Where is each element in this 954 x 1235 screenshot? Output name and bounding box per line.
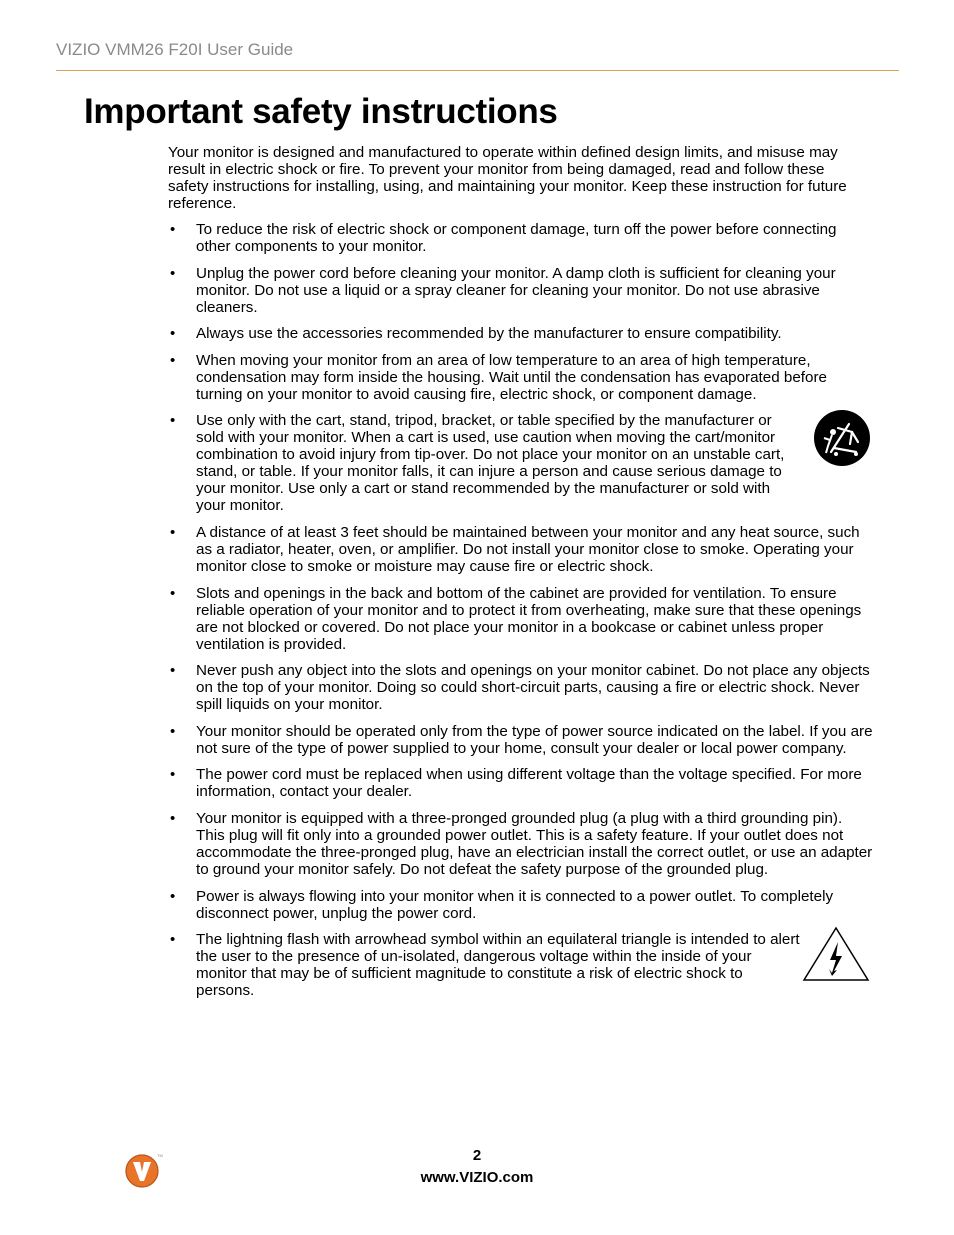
document-title: VIZIO VMM26 F20I User Guide <box>56 40 294 59</box>
bullet-icon: • <box>170 722 176 740</box>
safety-list <box>168 221 874 1009</box>
website-link[interactable]: www.VIZIO.com <box>420 1169 534 1186</box>
bullet-icon: • <box>170 351 176 369</box>
bullet-icon: • <box>170 325 176 343</box>
list-item: • Use only with the cart, stand, tripod, bracket, or table specified by the manufacturer or sold with your monitor. When a cart is used, use caution when moving the cart/monitor combination to avoid injury from tip-over. Do not place your monitor on an unstable cart, stand, or table. If your monitor falls, it can injure a person and cause serious damage to your monitor. Use only a cart or stand recommended by the manufacturer or sold with your monitor. <box>168 412 874 514</box>
bullet-icon: • <box>170 221 176 238</box>
bullet-icon: • <box>170 264 176 282</box>
list-item: • Power is always flowing into your monitor when it is connected to a power outlet. To completely disconnect power, unplug the power cord. <box>170 887 834 922</box>
bullet-icon: • <box>170 523 176 541</box>
list-item: • A distance of at least 3 feet should be maintained between your monitor and any heat source, such as a radiator, heater, oven, or amplifier. Do not install your monitor close to smoke. Operating your monitor close to smoke or moisture may cause fire or electric shock. <box>170 523 860 575</box>
list-item: • Your monitor should be operated only from the type of power source indicated on the label. If you are not sure of the type of power supplied to your home, consult your dealer or local power company. <box>170 722 873 757</box>
bullet-icon: • <box>170 584 176 602</box>
list-item: • When moving your monitor from an area of low temperature to an area of high temperature, condensation may form inside the housing. Wait until the condensation has evaporated before turning on your monitor to avoid causing fire, electric shock, or component damage. <box>170 351 827 403</box>
bullet-icon: • <box>170 931 176 949</box>
list-item: • Never push any object into the slots and openings on your monitor cabinet. Do not place any objects on the top of your monitor. Doing so could short-circuit parts, causing a fire or electric shock. Never spill liquids on your monitor. <box>170 662 870 714</box>
electric-shock-warning-icon <box>802 925 870 983</box>
list-item: • Always use the accessories recommended by the manufacturer to ensure compatibility. <box>170 325 782 343</box>
page-title: Important safety instructions <box>84 92 558 131</box>
list-item: • Unplug the power cord before cleaning your monitor. A damp cloth is sufficient for cleaning your monitor. Do not use a liquid or a spray cleaner for cleaning your monitor. Do not use abrasive cleaners. <box>170 264 836 316</box>
page-number: 2 <box>472 1147 482 1164</box>
intro-paragraph: Your monitor is designed and manufactured to operate within defined design limits, and misuse may result in electric shock or fire. To prevent your monitor from being damaged, read and follow these safety instructions for installing, using, and maintaining your monitor. Keep these instruction for future reference. <box>168 144 847 212</box>
bullet-icon: • <box>170 809 176 827</box>
bullet-icon: • <box>170 887 176 905</box>
bullet-icon: • <box>170 412 176 430</box>
list-item: • The power cord must be replaced when using different voltage than the voltage specified. For more information, contact your dealer. <box>170 766 862 801</box>
list-item: • The lightning flash with arrowhead symbol within an equilateral triangle is intended to alert the user to the presence of un-isolated, dangerous voltage within the inside of your monitor that may be of sufficient magnitude to constitute a risk of electric shock to persons. <box>168 931 874 999</box>
bullet-icon: • <box>170 766 176 784</box>
svg-text:TM: TM <box>157 1153 163 1158</box>
header-divider <box>56 70 899 71</box>
bullet-icon: • <box>170 662 176 680</box>
list-item: • Slots and openings in the back and bottom of the cabinet are provided for ventilation. To ensure reliable operation of your monitor and to protect it from overheating, make sure that these openings are not blocked or covered. Do not place your monitor in a bookcase or cabinet unless proper ventilation is provided. <box>170 584 862 653</box>
cart-tip-over-warning-icon <box>812 408 872 468</box>
list-item: • To reduce the risk of electric shock or component damage, turn off the power before connecting other components to your monitor. <box>170 221 837 255</box>
list-item: • Your monitor is equipped with a three-pronged grounded plug (a plug with a third grounding pin). This plug will fit only into a grounded power outlet. This is a safety feature. If your outlet does not accommodate the three-pronged plug, have an electrician install the correct outlet, or use an adapter to ground your monitor safely. Do not defeat the safety purpose of the grounded plug. <box>170 809 873 878</box>
